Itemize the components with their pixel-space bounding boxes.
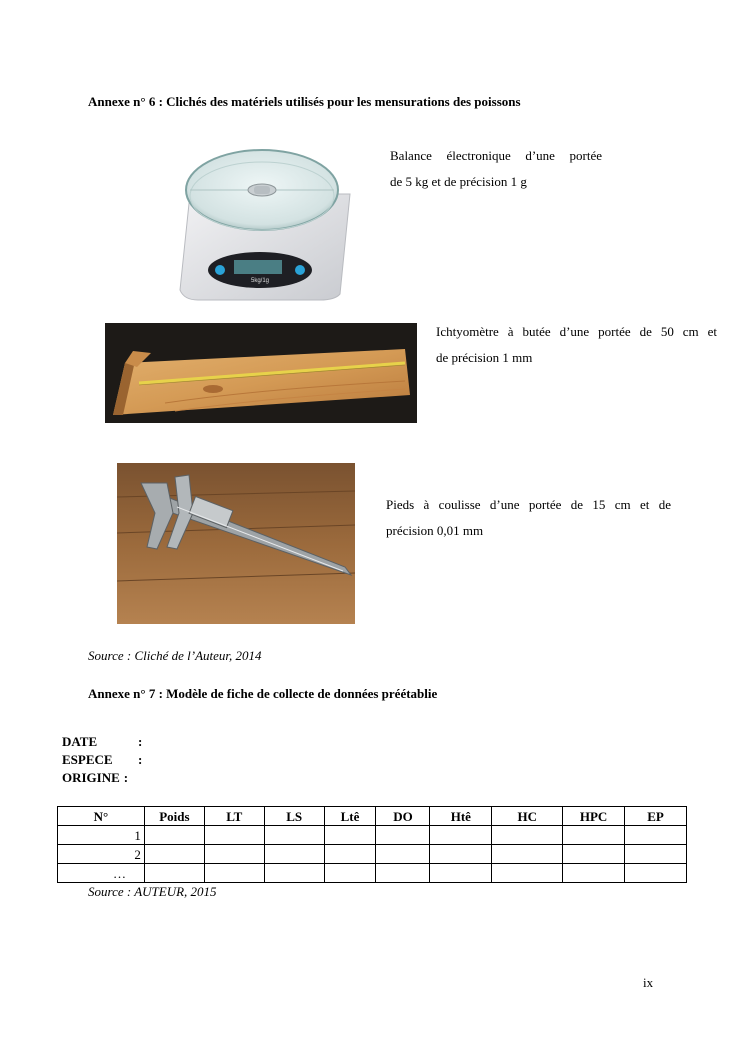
table-row (58, 845, 687, 864)
scale-photo (150, 122, 386, 317)
table-cell (625, 826, 687, 845)
table-cell (563, 864, 625, 883)
col-header: LS (264, 807, 324, 826)
field-espece-label: ESPECE (62, 752, 113, 767)
caliper-caption (386, 492, 671, 544)
field-espece-sep: : (138, 752, 143, 767)
annex6-title: Annexe n° 6 : Clichés des matériels utilisés pour les mensurations des poissons (88, 94, 521, 109)
scale-caption-line1: Balance électronique d’une portée (390, 148, 602, 163)
table-cell (144, 864, 204, 883)
form-fields (62, 733, 142, 787)
table-header-row (58, 807, 687, 826)
col-header: DO (376, 807, 430, 826)
caliper-caption-line1: Pieds à coulisse d’une portée de 15 cm et de (386, 497, 671, 512)
field-origine-label: ORIGINE (62, 770, 120, 785)
table-cell (204, 826, 264, 845)
annex7-title: Annexe n° 7 : Modèle de fiche de collecte de données préétablie (88, 686, 438, 701)
table-cell (204, 845, 264, 864)
page-number: ix (643, 975, 654, 990)
table-cell (376, 826, 430, 845)
table-cell (492, 826, 563, 845)
caliper-caption-line2: précision 0,01 mm (386, 523, 484, 538)
annex6-source: Source : Cliché de l’Auteur, 2014 (88, 648, 262, 663)
field-origine-sep: : (123, 770, 129, 785)
table-cell (264, 864, 324, 883)
table-cell (324, 826, 376, 845)
table-cell (264, 845, 324, 864)
col-header: N° (58, 807, 145, 826)
table-cell (563, 845, 625, 864)
annex7-source: Source : AUTEUR, 2015 (88, 884, 217, 899)
col-header: HPC (563, 807, 625, 826)
field-date-sep: : (138, 734, 143, 749)
row-number: 2 (58, 845, 145, 864)
table-cell (563, 826, 625, 845)
ichthyometer-caption (436, 319, 717, 371)
table-cell (324, 864, 376, 883)
field-origine (62, 769, 142, 787)
col-header: Poids (144, 807, 204, 826)
caliper-photo (117, 463, 355, 624)
table-cell (492, 845, 563, 864)
table-cell (625, 864, 687, 883)
table-cell (376, 864, 430, 883)
table-cell (430, 864, 492, 883)
scale-display-label: 5kg/1g (250, 278, 270, 284)
table-row (58, 826, 687, 845)
table-cell (144, 845, 204, 864)
table-cell (144, 826, 204, 845)
col-header: LT (204, 807, 264, 826)
col-header: EP (625, 807, 687, 826)
ichthyometer-caption-line2: de précision 1 mm (436, 350, 533, 365)
table-cell (376, 845, 430, 864)
collection-table (57, 806, 687, 883)
table-cell (430, 845, 492, 864)
ichthyometer-photo (105, 323, 417, 423)
col-header: HC (492, 807, 563, 826)
table-cell (492, 864, 563, 883)
col-header: Ltê (324, 807, 376, 826)
table-cell (324, 845, 376, 864)
ichthyometer-caption-line1: Ichtyomètre à butée d’une portée de 50 cm et (436, 324, 717, 339)
col-header: Htê (430, 807, 492, 826)
field-date-label: DATE (62, 734, 98, 749)
row-number: … (58, 864, 145, 883)
table-cell (430, 826, 492, 845)
table-cell (264, 826, 324, 845)
table-cell (204, 864, 264, 883)
row-number: 1 (58, 826, 145, 845)
field-espece (62, 751, 142, 769)
scale-caption (390, 143, 602, 195)
scale-caption-line2: de 5 kg et de précision 1 g (390, 174, 527, 189)
field-date (62, 733, 142, 751)
table-row (58, 864, 687, 883)
table-cell (625, 845, 687, 864)
